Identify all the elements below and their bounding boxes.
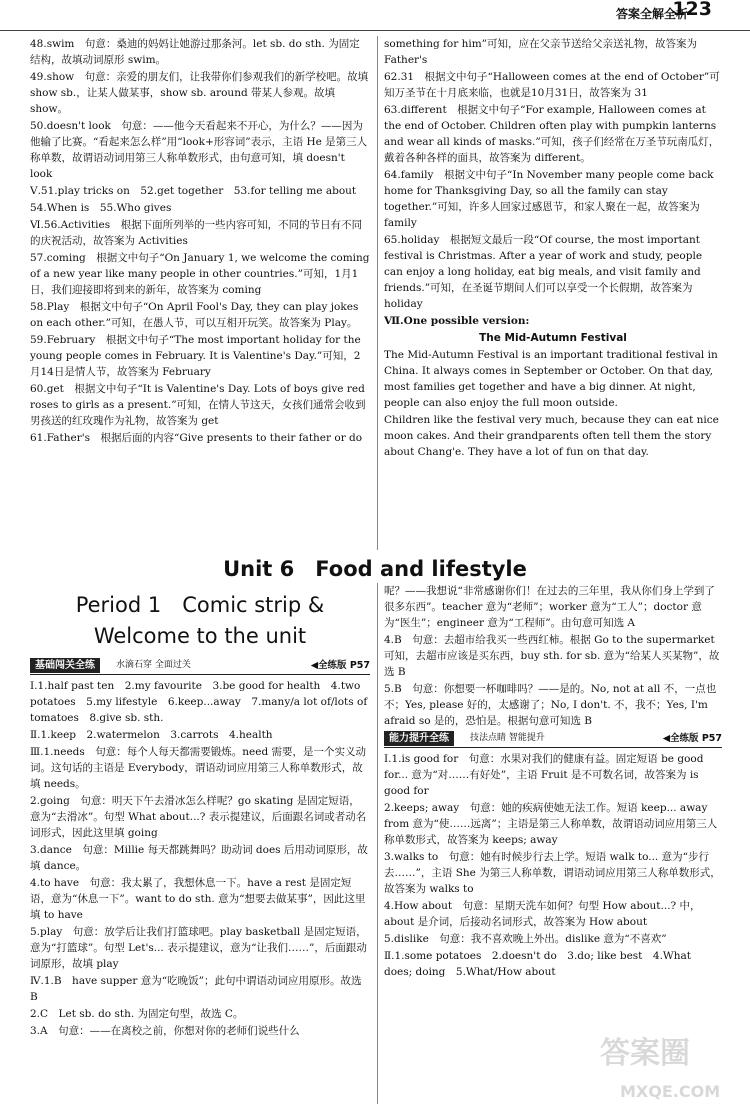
- answer-item: Ⅵ.56.Activities 根据下面所列举的一些内容可知，不同的节日有不同的庆祝活动，故答案为 Activities: [30, 219, 363, 247]
- answer-item: 2.keeps; away 句意：她的疾病使她无法工作。短语 keep... away from 意为“使……远离”；主语是第三人称单数，故谓语动词应用第三人称单数形式，故答案为 keeps; away: [384, 802, 718, 846]
- answer-item: 3.dance 句意：Millie 每天都跳舞吗？助动词 does 后用动词原形，故填 dance。: [30, 844, 368, 872]
- answers-right-bottom: [384, 583, 722, 1104]
- answer-item: Ⅱ.1.keep 2.watermelon 3.carrots 4.health: [30, 729, 273, 741]
- watermark-text: 答案圈: [600, 1036, 690, 1071]
- essay-title: The Mid-Autumn Festival: [479, 332, 627, 344]
- answer-item: 62.31 根据文中句子“Halloween comes at the end of October”可知万圣节在十月底来临，也就是10月31日，故答案为 31: [384, 71, 720, 99]
- period-title: [30, 590, 370, 652]
- answer-item: Ⅲ.1.needs 句意：每个人每天都需要锻炼。need 需要，是一个实义动词。这句话的主语是 Everybody，谓语动词应用第三人称单数形式，故填 needs。: [30, 746, 367, 790]
- section-tag: 能力提升全练: [384, 731, 454, 746]
- section-bar-advanced: [384, 731, 722, 748]
- period-title-line: Period 1 Comic strip &: [75, 593, 325, 617]
- answer-item: 5.B 句意：你想要一杯咖啡吗？——是的。No, not at all 不，一点也不；Yes, please 好的，太感谢了；No, I don't. 不，我不；Yes, I'm afraid so 是的，恐怕是。根据句意可知选 B: [384, 683, 717, 727]
- section-subtitle: 技法点睛 智能提升: [470, 733, 545, 743]
- period-title-line: Welcome to the unit: [93, 624, 307, 648]
- answer-item: 64.family 根据文中句子“In November many people come back home for Thanksgiving Day, so all the family can stay together.”可知，许多人回家过感恩节，和家人聚在一起，故答案为 family: [384, 169, 714, 229]
- answer-item: 60.get 根据文中句子“It is Valentine's Day. Lots of boys give red roses to girls as a present.”可知，在情人节这天，女孩们通常会收到男孩送的红玫瑰作为礼物，故答案为 get: [30, 383, 366, 427]
- answer-item: 5.dislike 句意：我不喜欢晚上外出。dislike 意为“不喜欢”: [384, 933, 667, 945]
- answers-right-top: [384, 36, 722, 550]
- answer-item: 3.walks to 句意：她有时候步行去上学。短语 walk to... 意为“步行去……”，主语 She 为第三人称单数，谓语动词应用第三人称单数形式，故答案为 walks to: [384, 851, 721, 895]
- answers-left-top: [30, 36, 370, 550]
- answer-item: 48.swim 句意：桑迪的妈妈让她游过那条河。let sb. do sth. 为固定结构，故填动词原形 swim。: [30, 38, 360, 66]
- answer-item: Ⅴ.51.play tricks on 52.get together 53.for telling me about: [30, 185, 357, 197]
- answer-item: 4.B 句意：去超市给我买一些西红柿。根据 Go to the supermarket 可知，去超市应该是买东西，buy sth. for sb. 意为“给某人买某物”，故选 B: [384, 634, 720, 678]
- answer-item: 2.going 句意：明天下午去滑冰怎么样呢？go skating 是固定短语，意为“去滑冰”。句型 What about...? 表示提建议，后面跟名词或者动名词形式，因此这里填 going: [30, 795, 367, 839]
- header-title: 答案全解全析: [615, 7, 688, 21]
- answer-item: 49.show 句意：亲爱的朋友们，让我带你们参观我们的新学校吧。故填 show sb.，让某人做某事，show sb. around 带某人参观。故填 show。: [30, 71, 369, 115]
- page-number: 123: [672, 0, 712, 20]
- answer-item: 50.doesn't look 句意：——他今天看起来不开心，为什么？——因为他输了比赛。“看起来怎么样”用“look+形容词”表示，主语 He 是第三人称单数，故谓语动词用第三人称单数形式，由句意可知，填 doesn't look: [30, 120, 368, 180]
- section-rule: [384, 747, 722, 748]
- answer-item: 3.A 句意：——在离校之前，你想对你的老师们说些什么: [30, 1025, 300, 1037]
- section-version: ◀全练版 P57: [662, 733, 722, 744]
- section-bar-basic: [30, 658, 370, 675]
- column-divider-top: [377, 36, 378, 550]
- answer-item: 2.C Let sb. do sth. 为固定句型，故选 C。: [30, 1008, 244, 1020]
- essay-paragraph: The Mid-Autumn Festival is an important traditional festival in China. It always comes in September or October. On that day, most families get together and have a big dinner. At night, people can also enjoy the full moon outside.: [384, 349, 718, 409]
- answer-item: Ⅳ.1.B have supper 意为“吃晚饭”；此句中谓语动词应用原形。故选 B: [30, 975, 362, 1003]
- answer-item: 59.February 根据文中句子“The most important holiday for the young people comes in February. It is Valentine's Day.”可知，2月14日是情人节，故答案为 February: [30, 334, 361, 378]
- section-version: ◀全练版 P57: [310, 660, 370, 671]
- answer-item: 63.different 根据文中句子“For example, Halloween comes at the end of October. Children often play with pumpkin lanterns and wear all kinds of masks.”可知，孩子们经常在万圣节玩南瓜灯，戴着各种各样的面具，故答案为 different。: [384, 104, 720, 164]
- section-rule: [30, 674, 370, 675]
- answer-item: 54.When is 55.Who gives: [30, 202, 172, 214]
- unit-title: Unit 6 Food and lifestyle: [223, 557, 527, 581]
- answer-item: 4.to have 句意：我太累了，我想休息一下。have a rest 是固定短语，意为“休息一下”。want to do sth. 意为“想要去做某事”，因此这里填 to have: [30, 877, 366, 921]
- page-header: [0, 0, 750, 31]
- answer-item: Ⅰ.1.half past ten 2.my favourite 3.be good for health 4.two potatoes 5.my lifestyle 6.keep...away 7.many/a lot of/lots of tomatoes 8.give sb. sth.: [30, 680, 368, 724]
- watermark-url: MXQE.COM: [620, 1082, 721, 1101]
- answer-item: Ⅱ.1.some potatoes 2.doesn't do 3.do; like best 4.What does; doing 5.What/How about: [384, 950, 691, 978]
- answer-item: 4.How about 句意：星期天洗车如何？句型 How about...? 中，about 是介词，后接动名词形式，故答案为 How about: [384, 900, 701, 928]
- answer-item: 65.holiday 根据短文最后一段“Of course, the most important festival is Christmas. After a year of work and study, people can enjoy a long holiday, eat big meals, and visit family and friends.”可知，在圣诞节期间人们可以享受一个长假期，故答案为 holiday: [384, 234, 703, 310]
- answer-item: 61.Father's 根据后面的内容“Give presents to their father or do: [30, 432, 363, 444]
- essay-paragraph: Children like the festival very much, because they can eat nice moon cakes. And their grandparents often tell them the story about Chang'e. They have a lot of fun on that day.: [384, 414, 719, 458]
- column-divider-bottom: [377, 583, 378, 1104]
- section-tag: 基础闯关全练: [30, 658, 100, 673]
- answer-item: Ⅰ.1.is good for 句意：水果对我们的健康有益。固定短语 be good for... 意为“对……有好处”，主语 Fruit 是不可数名词，故答案为 is good for: [384, 753, 704, 797]
- answer-item: 5.play 句意：放学后让我们打篮球吧。play basketball 是固定短语，意为“打篮球”。句型 Let's... 表示提建议，意为“让我们……”，后面跟动词原形，故填 play: [30, 926, 367, 970]
- answer-item: 呢？——我想说“非常感谢你们！在过去的三年里，我从你们身上学到了很多东西”。teacher 意为“老师”；worker 意为“工人”；doctor 意为“医生”；engineer 意为“工程师”。由句意可知选 A: [384, 585, 715, 629]
- answer-item: something for him”可知，应在父亲节送给父亲送礼物，故答案为 Father's: [384, 38, 698, 66]
- answer-item: 58.Play 根据文中句子“On April Fool's Day, they can play jokes on each other.”可知，在愚人节，可以互相开玩笑。故答案为 Play。: [30, 301, 359, 329]
- answer-item: 57.coming 根据文中句子“On January 1, we welcome the coming of a new year like many people in other countries.”可知，1月1日，我们迎接即将到来的新年，故答案为 coming: [30, 252, 370, 296]
- watermark-logo: [600, 1036, 732, 1108]
- answers-left-bottom: [30, 656, 370, 1104]
- section-subtitle: 水滴石穿 全面过关: [116, 660, 191, 670]
- section-heading: Ⅶ.One possible version:: [384, 315, 530, 327]
